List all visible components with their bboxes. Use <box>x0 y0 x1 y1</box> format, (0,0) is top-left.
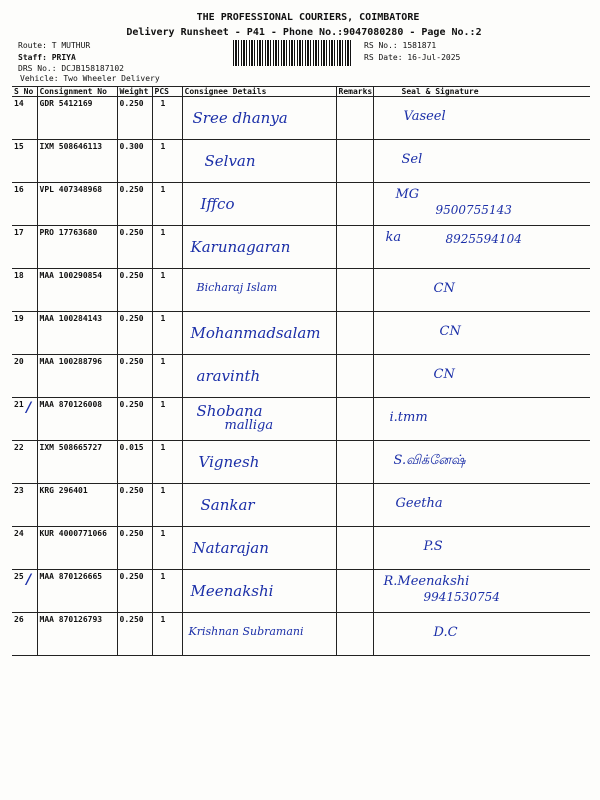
signature-handwriting: P.S <box>423 539 443 554</box>
signature-cell <box>373 441 590 484</box>
sno-cell: 16 <box>12 183 37 226</box>
signature-cell <box>373 312 590 355</box>
col-signature-header: Seal & Signature <box>373 87 590 97</box>
consignee-handwriting: Vignesh <box>198 453 260 471</box>
weight-cell: 0.300 <box>117 140 152 183</box>
signature-cell <box>373 226 590 269</box>
sno-cell: 22 <box>12 441 37 484</box>
table-row <box>12 355 590 398</box>
barcode <box>233 40 353 66</box>
remarks-cell <box>336 269 373 312</box>
consignee-handwriting: Bicharaj Islam <box>196 281 278 294</box>
remarks-cell <box>336 226 373 269</box>
sno-cell: 25 / <box>12 570 37 613</box>
signature-cell <box>373 140 590 183</box>
table-row <box>12 97 590 140</box>
sno-cell: 14 <box>12 97 37 140</box>
signature-handwriting: MG <box>395 187 420 202</box>
signature-phone-note: 8925594104 <box>445 232 522 246</box>
consignee-cell <box>182 226 336 269</box>
remarks-cell <box>336 140 373 183</box>
pcs-cell: 1 <box>152 398 182 441</box>
consignee-handwriting: Sree dhanya <box>192 109 288 127</box>
consignee-handwriting: Sankar <box>200 496 255 514</box>
signature-handwriting: ka <box>385 230 402 245</box>
table-row <box>12 527 590 570</box>
sno-cell: 18 <box>12 269 37 312</box>
consignment-cell: MAA 100284143 <box>37 312 117 355</box>
signature-cell <box>373 269 590 312</box>
handwritten-tick-mark: / <box>26 572 32 588</box>
sno-cell: 21 / <box>12 398 37 441</box>
weight-cell: 0.250 <box>117 183 152 226</box>
pcs-cell: 1 <box>152 269 182 312</box>
signature-handwriting: Sel <box>401 152 423 167</box>
sno-cell: 17 <box>12 226 37 269</box>
consignee-handwriting: Shobana <box>196 402 263 420</box>
consignee-handwriting: Karunagaran <box>190 238 291 256</box>
weight-cell: 0.250 <box>117 97 152 140</box>
signature-cell <box>373 183 590 226</box>
consignee-cell <box>182 613 336 656</box>
table-row <box>12 183 590 226</box>
consignment-cell: VPL 407348968 <box>37 183 117 226</box>
company-title: THE PROFESSIONAL COURIERS, COIMBATORE <box>196 12 420 23</box>
weight-cell: 0.250 <box>117 355 152 398</box>
route-label: Route: T MUTHUR <box>18 41 91 50</box>
pcs-cell: 1 <box>152 226 182 269</box>
signature-cell <box>373 97 590 140</box>
signature-handwriting: CN <box>439 324 461 339</box>
signature-cell <box>373 398 590 441</box>
table-row <box>12 484 590 527</box>
sno-cell: 15 <box>12 140 37 183</box>
consignee-cell <box>182 484 336 527</box>
signature-handwriting: Geetha <box>395 496 443 511</box>
table-row <box>12 312 590 355</box>
consignee-cell <box>182 398 336 441</box>
signature-cell <box>373 613 590 656</box>
weight-cell: 0.250 <box>117 570 152 613</box>
remarks-cell <box>336 613 373 656</box>
pcs-cell: 1 <box>152 140 182 183</box>
col-sno-header: S No <box>12 87 37 97</box>
table-row <box>12 441 590 484</box>
signature-handwriting: D.C <box>433 625 458 640</box>
table-row <box>12 226 590 269</box>
pcs-cell: 1 <box>152 355 182 398</box>
staff-label: Staff: PRIYA <box>18 53 76 62</box>
remarks-cell <box>336 484 373 527</box>
consignee-handwriting-line2: malliga <box>224 418 274 433</box>
weight-cell: 0.250 <box>117 398 152 441</box>
consignee-cell <box>182 312 336 355</box>
signature-phone-note: 9500755143 <box>435 203 512 217</box>
weight-cell: 0.250 <box>117 312 152 355</box>
pcs-cell: 1 <box>152 613 182 656</box>
remarks-cell <box>336 97 373 140</box>
pcs-cell: 1 <box>152 441 182 484</box>
handwritten-tick-mark: / <box>26 400 32 416</box>
consignment-cell: MAA 100290854 <box>37 269 117 312</box>
consignee-cell <box>182 183 336 226</box>
pcs-cell: 1 <box>152 527 182 570</box>
consignee-handwriting: Natarajan <box>192 539 269 557</box>
signature-cell <box>373 527 590 570</box>
rs-date: RS Date: 16-Jul-2025 <box>364 53 461 62</box>
consignee-cell <box>182 527 336 570</box>
sno-cell: 26 <box>12 613 37 656</box>
table-row <box>12 269 590 312</box>
consignee-handwriting: aravinth <box>196 367 261 385</box>
consignee-handwriting: Mohanmadsalam <box>190 324 321 342</box>
sno-cell: 23 <box>12 484 37 527</box>
consignee-cell <box>182 97 336 140</box>
weight-cell: 0.250 <box>117 527 152 570</box>
consignment-cell: MAA 870126008 <box>37 398 117 441</box>
signature-handwriting: Vaseel <box>403 109 446 124</box>
weight-cell: 0.250 <box>117 269 152 312</box>
sno-cell: 24 <box>12 527 37 570</box>
table-row <box>12 613 590 656</box>
pcs-cell: 1 <box>152 570 182 613</box>
signature-handwriting: S.விக்னேஷ் <box>393 453 466 468</box>
rs-number: RS No.: 1581871 <box>364 41 437 50</box>
vehicle-label: Vehicle: Two Wheeler Delivery <box>20 74 160 83</box>
signature-handwriting: CN <box>433 281 455 296</box>
consignment-cell: IXM 508665727 <box>37 441 117 484</box>
consignee-handwriting: Selvan <box>204 152 256 170</box>
consignment-cell: KUR 4000771066 <box>37 527 117 570</box>
consignment-cell: IXM 508646113 <box>37 140 117 183</box>
consignee-handwriting: Meenakshi <box>190 582 274 600</box>
pcs-cell: 1 <box>152 97 182 140</box>
pcs-cell: 1 <box>152 484 182 527</box>
remarks-cell <box>336 398 373 441</box>
pcs-cell: 1 <box>152 312 182 355</box>
consignee-handwriting: Krishnan Subramani <box>188 625 304 638</box>
col-remarks-header: Remarks <box>336 87 373 97</box>
consignee-cell <box>182 441 336 484</box>
delivery-table <box>12 86 590 656</box>
consignee-cell <box>182 355 336 398</box>
consignee-cell <box>182 140 336 183</box>
col-weight-header: Weight <box>117 87 152 97</box>
signature-cell <box>373 355 590 398</box>
weight-cell: 0.250 <box>117 484 152 527</box>
consignee-cell <box>182 570 336 613</box>
signature-cell <box>373 484 590 527</box>
remarks-cell <box>336 527 373 570</box>
consignment-cell: MAA 100288796 <box>37 355 117 398</box>
sno-cell: 19 <box>12 312 37 355</box>
consignment-cell: PRO 17763680 <box>37 226 117 269</box>
table-row <box>12 570 590 613</box>
consignee-cell <box>182 269 336 312</box>
signature-phone-note: 9941530754 <box>423 590 500 604</box>
signature-handwriting: R.Meenakshi <box>383 574 470 589</box>
remarks-cell <box>336 312 373 355</box>
drs-number: DRS No.: DCJB158187102 <box>18 64 124 73</box>
signature-cell <box>373 570 590 613</box>
consignment-cell: GDR 5412169 <box>37 97 117 140</box>
signature-handwriting: CN <box>433 367 455 382</box>
signature-handwriting: i.tmm <box>389 410 428 425</box>
col-consignment-header: Consignment No <box>37 87 117 97</box>
weight-cell: 0.250 <box>117 226 152 269</box>
consignment-cell: MAA 870126665 <box>37 570 117 613</box>
pcs-cell: 1 <box>152 183 182 226</box>
table-row <box>12 140 590 183</box>
consignment-cell: KRG 296401 <box>37 484 117 527</box>
weight-cell: 0.015 <box>117 441 152 484</box>
col-consignee-header: Consignee Details <box>182 87 336 97</box>
remarks-cell <box>336 570 373 613</box>
table-row <box>12 398 590 441</box>
col-pcs-header: PCS <box>152 87 182 97</box>
remarks-cell <box>336 441 373 484</box>
table-header-row <box>12 87 590 97</box>
consignee-handwriting: Iffco <box>200 195 235 213</box>
sno-cell: 20 <box>12 355 37 398</box>
remarks-cell <box>336 355 373 398</box>
remarks-cell <box>336 183 373 226</box>
runsheet-title: Delivery Runsheet - P41 - Phone No.:9047080280 - Page No.:2 <box>126 27 482 38</box>
consignment-cell: MAA 870126793 <box>37 613 117 656</box>
weight-cell: 0.250 <box>117 613 152 656</box>
